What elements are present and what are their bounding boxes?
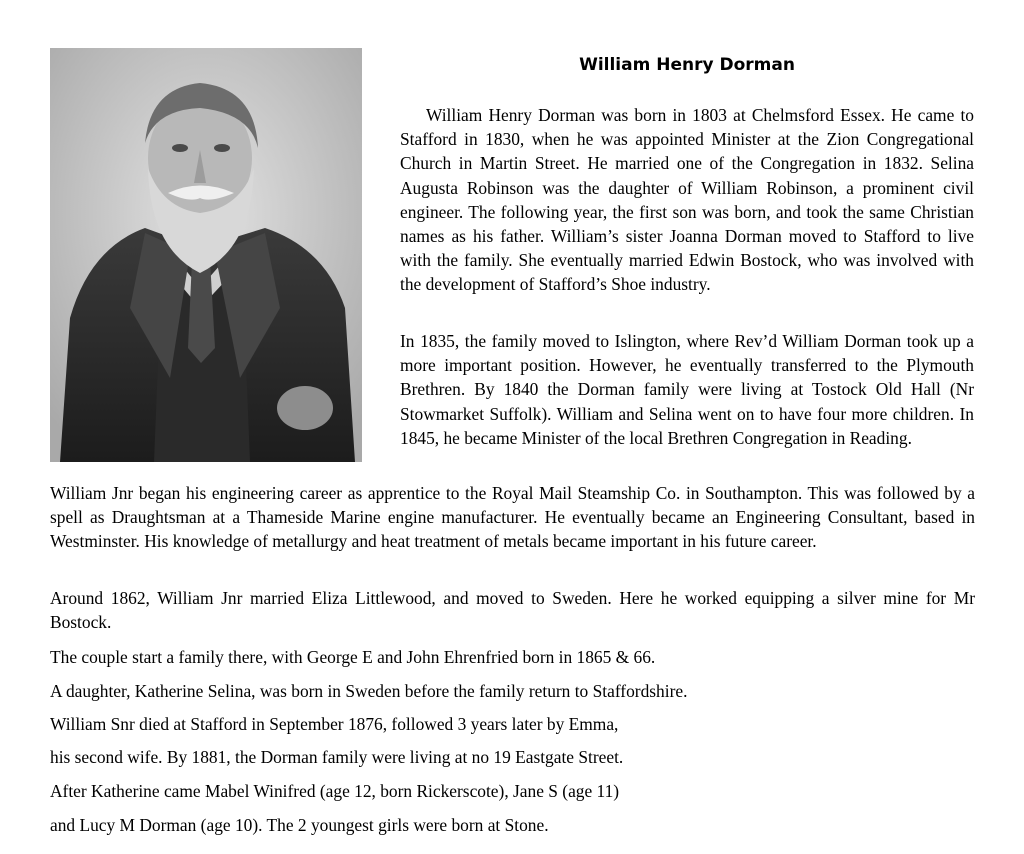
text-line: The couple start a family there, with George E and John Ehrenfried born in 1865 & 66. <box>50 647 656 667</box>
paragraph-birth: William Henry Dorman was born in 1803 at Chelmsford Essex. He came to Stafford in 1830, when he was appointed Minister at the Zion Congregational Church in Martin Street. He married one of the Congregation in 1832. Selina Augusta Robinson was the daughter of William Robinson, a prominent civil engineer. The following year, the first son was born, and took the same Christian names as his father. William’s sister Joanna Dorman moved to Stafford to live with the family. She eventually married Edwin Bostock, who was involved with the development of Stafford’s Shoe industry. <box>400 105 974 295</box>
text-line: and Lucy M Dorman (age 10). The 2 youngest girls were born at Stone. <box>50 815 549 835</box>
paragraph-sweden: Around 1862, William Jnr married Eliza Littlewood, and moved to Sweden. Here he worked equipping a silver mine for Mr Bostock. <box>50 588 975 633</box>
page-title: William Henry Dorman <box>579 55 795 75</box>
text-line: A daughter, Katherine Selina, was born in Sweden before the family return to Staffordshire. <box>50 681 688 701</box>
text-line: William Snr died at Stafford in September 1876, followed 3 years later by Emma, <box>50 714 619 734</box>
portrait-photo <box>50 48 362 462</box>
paragraph-career: William Jnr began his engineering career as apprentice to the Royal Mail Steamship Co. in Southampton. This was followed by a spell as Draughtsman at a Thameside Marine engine manufacturer. He eventually became an Engineering Consultant, based in Westminster. His knowledge of metallurgy and heat treatment of metals became important in his future career. <box>50 483 975 552</box>
paragraph-islington: In 1835, the family moved to Islington, where Rev’d William Dorman took up a more important position. However, he eventually transferred to the Plymouth Brethren. By 1840 the Dorman family were living at Tostock Old Hall (Nr Stowmarket Suffolk). William and Selina went on to have four more children. In 1845, he became Minister of the local Brethren Congregation in Reading. <box>400 331 974 448</box>
text-line: his second wife. By 1881, the Dorman family were living at no 19 Eastgate Street. <box>50 747 624 767</box>
text-line: After Katherine came Mabel Winifred (age 12, born Rickerscote), Jane S (age 11) <box>50 781 620 801</box>
